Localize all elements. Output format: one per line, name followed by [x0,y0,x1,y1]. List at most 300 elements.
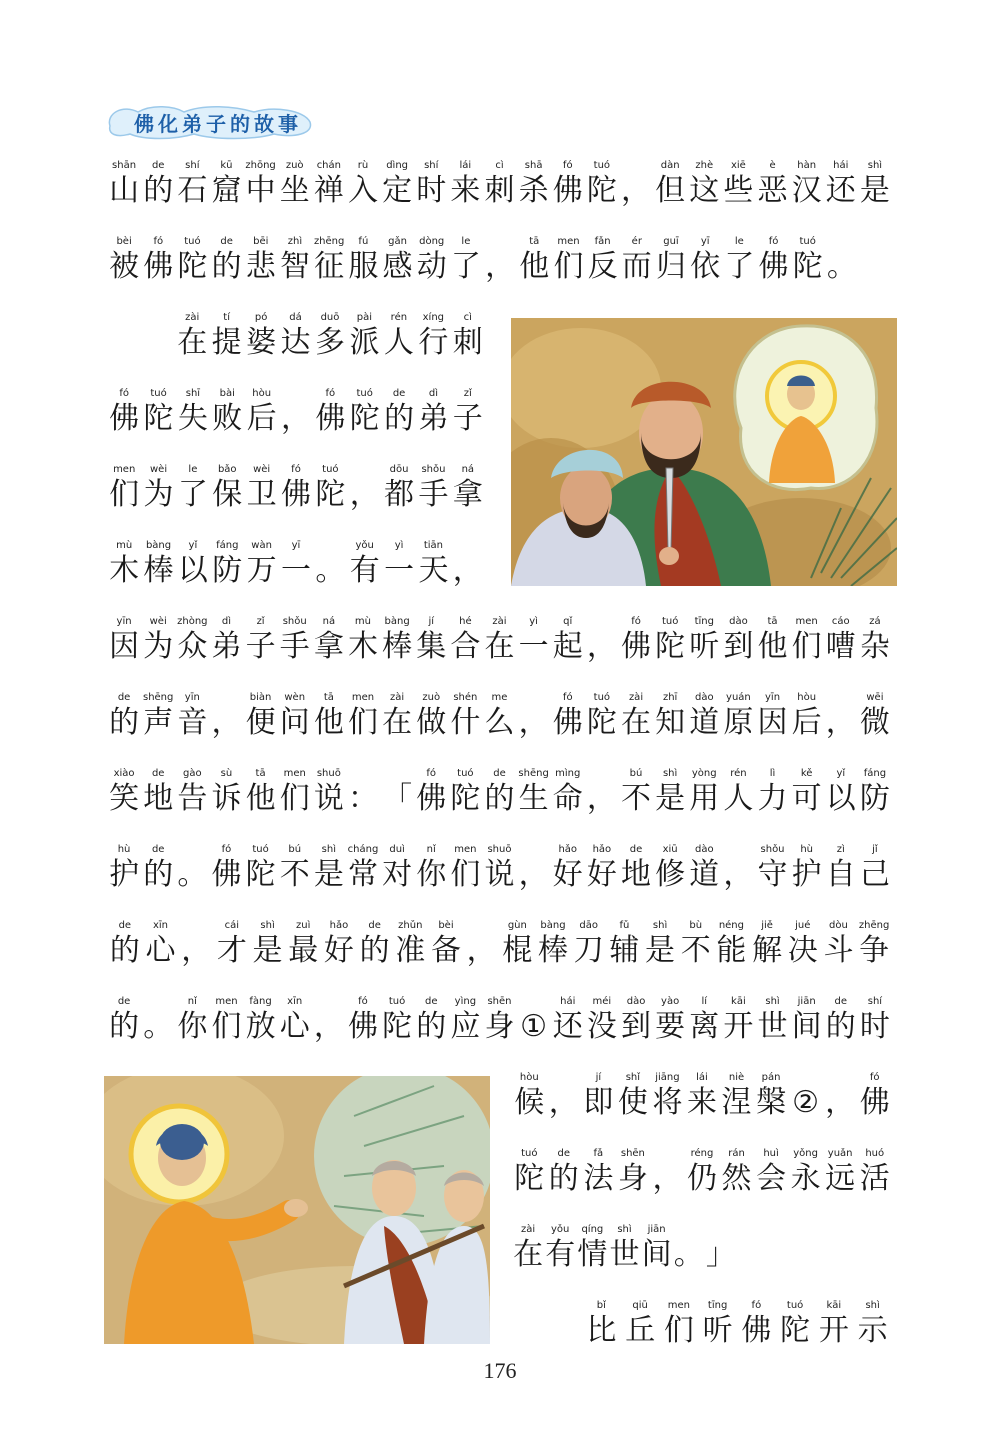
hanzi: 是 [645,933,676,968]
hanzi: 守 [757,857,788,892]
hanzi: 。 [826,249,857,284]
hanzi: 佛 [552,705,583,740]
ruby-char [719,1148,754,1198]
pinyin: zhè [695,160,714,171]
ruby-char [312,768,346,818]
hanzi: 他 [245,781,276,816]
hanzi: 刺 [484,173,515,208]
ruby-char [551,996,585,1046]
pinyin: bú [288,844,302,855]
pinyin: wèi [149,616,167,627]
hanzi: 手 [418,477,449,512]
header-badge [104,102,314,140]
hanzi: 有 [545,1237,576,1272]
hanzi: 弟 [211,629,242,664]
ruby-char [754,1072,789,1122]
ruby-char [278,160,312,210]
pinyin: wēi [866,692,884,703]
hanzi: 槃 [756,1085,787,1120]
pinyin: bàng [540,920,566,931]
ruby-char [790,692,824,742]
hanzi: 做 [416,705,447,740]
hanzi: 合 [450,629,481,664]
ruby-char [517,768,551,818]
ruby-char [141,692,175,742]
ruby-char [607,920,643,970]
ruby-char [348,540,382,590]
hanzi: ， [548,1085,579,1120]
ruby-char [141,540,175,590]
hanzi: 最 [288,933,319,968]
pinyin: chán [316,160,341,171]
hanzi: 禅 [313,173,344,208]
ruby-char [451,388,485,438]
hanzi: 什 [450,705,481,740]
pinyin: tā [529,236,540,247]
hanzi: ， [825,705,856,740]
pinyin: tuó [661,616,679,627]
pinyin: de [368,920,381,931]
ruby-char [382,540,416,590]
pinyin: bàng [384,616,410,627]
ruby-char [721,996,755,1046]
hanzi: 这 [689,173,720,208]
ruby-char [313,312,347,362]
pinyin: dào [694,844,714,855]
ruby-char [821,920,857,970]
hanzi: 问 [279,705,310,740]
ruby-char [415,236,449,286]
hanzi: 会 [756,1161,787,1196]
ruby-char [278,844,312,894]
pinyin: shì [260,920,275,931]
hanzi: 陀 [382,1009,413,1044]
ruby-char [107,616,141,666]
ruby-char [608,1224,640,1274]
pinyin: zhēng [858,920,890,931]
hanzi: 防 [859,781,890,816]
ruby-char [348,388,382,438]
ruby-char [209,692,243,742]
pinyin: mù [354,616,372,627]
pinyin: dāo [579,920,598,931]
pinyin: qíng [581,1224,604,1235]
pinyin: fó [153,236,164,247]
pinyin: fǎn [594,236,611,247]
hanzi: 陀 [792,249,823,284]
hanzi: ， [485,249,516,284]
hanzi: 的 [384,401,415,436]
hanzi: 佛 [741,1313,772,1348]
pinyin: yào [661,996,680,1007]
hanzi: 将 [652,1085,683,1120]
pinyin: tuó [593,160,611,171]
pinyin: hù [117,844,131,855]
ruby-char [107,844,141,894]
pinyin: zài [390,692,405,703]
pinyin: zài [628,692,644,703]
ruby-char [547,1072,582,1122]
hanzi: 的 [416,1009,447,1044]
hanzi: 地 [143,781,174,816]
hanzi: 佛 [143,249,174,284]
hanzi: 候 [514,1085,545,1120]
pinyin: shēng [518,768,549,779]
pinyin: le [734,236,744,247]
pinyin: kū [220,160,233,171]
pinyin: fó [562,160,573,171]
ruby-char [858,692,892,742]
hanzi: 保 [212,477,243,512]
hanzi: 时 [859,1009,890,1044]
hanzi: 木 [347,629,378,664]
hanzi: 地 [621,857,652,892]
ruby-char [278,616,312,666]
hanzi: 在 [177,325,208,360]
hanzi: 不 [279,857,310,892]
pinyin: dìng [386,160,408,171]
hanzi: 涅 [721,1085,752,1120]
ruby-char [721,616,755,666]
ruby-char [857,1072,892,1122]
hanzi: 因 [757,705,788,740]
ruby-char [244,768,278,818]
hanzi: 的 [825,1009,856,1044]
pinyin: zhōng [245,160,276,171]
ruby-char [141,996,175,1046]
ruby-char [517,616,551,666]
ruby-char [512,1148,547,1198]
hanzi: 「 [382,781,413,816]
pinyin: bú [629,768,643,779]
ruby-char [346,692,380,742]
pinyin: jǐ [872,844,878,855]
ruby-char [825,236,859,286]
pinyin: wèi [253,464,271,475]
pinyin: shī [185,388,201,399]
ruby-char [278,692,312,742]
ruby-char [512,1224,544,1274]
hanzi: 们 [279,781,310,816]
hanzi: 动 [416,249,447,284]
ruby-char [244,616,278,666]
pinyin: kě [800,768,813,779]
pinyin: shì [617,1224,632,1235]
ruby-char [347,312,381,362]
hanzi: 他 [757,629,788,664]
hanzi: 中 [245,173,276,208]
pinyin: méi [592,996,612,1007]
hanzi: 身 [484,1009,515,1044]
hanzi: 开 [818,1313,849,1348]
ruby-char [279,464,313,514]
ruby-char [535,920,571,970]
pinyin: fǔ [619,920,630,931]
ruby-char [380,160,414,210]
hanzi: 对 [382,857,413,892]
hanzi: 弟 [418,401,449,436]
ruby-char [392,920,428,970]
ruby-char [755,616,789,666]
pinyin: fó [562,692,573,703]
pinyin: de [629,844,643,855]
hanzi: 争 [859,933,890,968]
hanzi: 才 [216,933,247,968]
ruby-char [209,312,243,362]
pinyin: zài [185,312,200,323]
ruby-char [790,844,824,894]
ruby-char [790,616,824,666]
pinyin: yī [700,236,710,247]
pinyin: duì [389,844,405,855]
ruby-char [279,388,313,438]
pinyin: fó [426,768,437,779]
pinyin: hǎo [558,844,578,855]
ruby-char [175,236,209,286]
ruby-char [585,844,619,894]
pinyin: bǎo [217,464,237,475]
pinyin: tuó [799,236,816,247]
pinyin: lái [459,160,472,171]
ruby-char [619,844,653,894]
hanzi: 道 [689,705,720,740]
ruby-char [790,160,824,210]
ruby-char [653,692,687,742]
pinyin: biàn [249,692,272,703]
ruby-char [571,920,607,970]
hanzi: 的 [548,1161,579,1196]
pinyin: de [118,920,132,931]
pinyin: shǒu [421,464,446,475]
pinyin: hàn [797,160,817,171]
hanzi: 而 [621,249,652,284]
ruby-char [650,1072,685,1122]
hanzi: 佛 [315,401,346,436]
ruby-char [209,996,243,1046]
ruby-char [414,160,448,210]
hanzi: 来 [450,173,481,208]
hanzi: 比 [586,1313,617,1348]
pinyin: le [188,464,198,475]
hanzi: 一 [280,553,311,588]
ruby-char [210,464,244,514]
pinyin: yuán [726,692,751,703]
hanzi: 石 [177,173,208,208]
ruby-char [141,236,175,286]
pinyin: shēn [620,1148,645,1159]
ruby-char [380,692,414,742]
pinyin: yī [291,540,301,551]
pinyin: tā [255,768,266,779]
pinyin: rén [390,312,408,323]
hanzi: ① [520,1009,548,1044]
ruby-char [517,236,551,286]
ruby-char [517,692,551,742]
ruby-char [209,844,243,894]
pinyin: yǐ [836,768,846,779]
pinyin: zài [492,616,507,627]
hanzi: 便 [245,705,276,740]
hanzi: 们 [663,1313,694,1348]
pinyin: fó [869,1072,880,1083]
ruby-char [585,692,619,742]
ruby-char [244,160,278,210]
ruby-char [278,768,312,818]
pinyin: tā [767,616,778,627]
ruby-char [824,692,858,742]
hanzi: 好 [586,857,617,892]
hanzi: 陀 [450,781,481,816]
ruby-char [278,996,312,1046]
pinyin: de [834,996,848,1007]
ruby-char [616,1148,651,1198]
pinyin: bǐ [596,1300,606,1311]
ruby-char [414,844,448,894]
hanzi: 告 [177,781,208,816]
ruby-char [210,236,244,286]
ruby-char [313,540,347,590]
hanzi: 示 [857,1313,888,1348]
hanzi: 是 [252,933,283,968]
hanzi: 因 [109,629,140,664]
hanzi: 在 [484,629,515,664]
pinyin: è [769,160,776,171]
hanzi: 防 [212,553,243,588]
pinyin: tuó [388,996,406,1007]
ruby-char [551,160,585,210]
hanzi: ， [652,1161,683,1196]
pinyin: hòu [252,388,272,399]
pinyin: men [667,1300,690,1311]
hanzi: 时 [416,173,447,208]
ruby-char [482,996,516,1046]
pinyin: yǐ [188,540,198,551]
pinyin: ná [322,616,336,627]
pinyin: qiū [632,1300,648,1311]
pinyin: xiē [730,160,746,171]
hanzi: 。 [673,1237,704,1272]
ruby-char [654,236,688,286]
pinyin: tuó [252,844,269,855]
hanzi: 天 [418,553,449,588]
ruby-char [176,540,210,590]
hanzi: 有 [349,553,380,588]
pinyin: de [117,996,131,1007]
ruby-char [815,1300,854,1350]
ruby-char [653,768,687,818]
pinyin: mù [116,540,133,551]
hanzi: 护 [791,857,822,892]
pinyin: sù [220,768,233,779]
pinyin: le [461,236,471,247]
pinyin: tīng [694,616,714,627]
pinyin: de [220,236,233,247]
ruby-char [279,540,313,590]
hanzi: 间 [641,1237,672,1272]
ruby-char [250,920,286,970]
pinyin: lái [696,1072,708,1083]
pinyin: shā [524,160,543,171]
hanzi: 到 [621,1009,652,1044]
hanzi: 音 [177,705,208,740]
ruby-char [380,236,414,286]
ruby-char [178,920,214,970]
pinyin: lí [701,996,708,1007]
hanzi: 是 [655,781,686,816]
hanzi: 多 [314,325,345,360]
hanzi: 拿 [313,629,344,664]
pinyin: hǎo [592,844,612,855]
hanzi: ， [825,1085,856,1120]
ruby-char [346,616,380,666]
hanzi: 用 [689,781,720,816]
hanzi: 败 [212,401,243,436]
hanzi: 了 [177,477,208,512]
pinyin: xiào [113,768,135,779]
ruby-char [214,920,250,970]
ruby-char [464,920,500,970]
illustration-assassins [511,318,897,586]
hanzi: 陀 [177,249,208,284]
hanzi: 达 [280,325,311,360]
pinyin: jí [595,1072,602,1083]
ruby-char [857,1148,892,1198]
ruby-char [346,844,380,894]
hanzi: 派 [349,325,380,360]
hanzi: 是 [313,857,344,892]
hanzi: 们 [347,705,378,740]
ruby-char [788,1072,823,1122]
hanzi: 原 [723,705,754,740]
pinyin: fó [119,388,129,399]
ruby-char [321,920,357,970]
pinyin: dào [729,616,748,627]
hanzi: 身 [617,1161,648,1196]
hanzi: ： [347,781,378,816]
hanzi: 后 [791,705,822,740]
hanzi: 征 [314,249,345,284]
pinyin: fǎ [593,1148,604,1159]
hanzi: 陀 [349,401,380,436]
pinyin: gùn [507,920,527,931]
ruby-char [416,312,450,362]
ruby-char [688,236,722,286]
pinyin: tīng [707,1300,728,1311]
hanzi: 还 [825,173,856,208]
pinyin: lì [769,768,776,779]
ruby-char [141,844,175,894]
hanzi: 斗 [823,933,854,968]
pinyin: hé [459,616,472,627]
hanzi: 活 [859,1161,890,1196]
hanzi: 陀 [245,857,276,892]
pinyin: de [151,160,165,171]
ruby-char [858,768,892,818]
ruby-char [621,1300,660,1350]
pinyin: nǐ [187,996,197,1007]
pinyin: fó [631,616,641,627]
ruby-char [209,768,243,818]
ruby-char [687,692,721,742]
ruby-char [141,616,175,666]
hanzi: 么 [484,705,515,740]
hanzi: 远 [825,1161,856,1196]
pinyin: shén [453,692,478,703]
ruby-char [176,464,210,514]
hanzi: 杂 [859,629,890,664]
hanzi: 好 [323,933,354,968]
hanzi: ， [181,933,212,968]
